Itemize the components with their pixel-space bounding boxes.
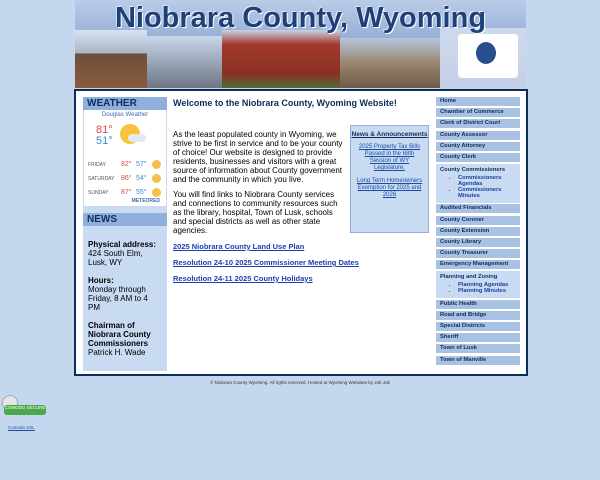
chairman-label: Chairman of Niobrara County Commissioners xyxy=(88,321,151,348)
nav-item-special-districts[interactable]: Special Districts xyxy=(436,322,520,332)
nav-group-commissioners xyxy=(436,164,520,203)
news-link-homeowners-exemption[interactable]: Long Term Homeowners Exemption for 2025 and 2026 xyxy=(356,178,423,198)
weather-heading: WEATHER xyxy=(83,97,167,110)
right-nav xyxy=(436,97,520,367)
forecast-row: FRIDAY 82° 57° xyxy=(88,160,164,170)
nav-item-clerk[interactable]: County Clerk xyxy=(436,153,520,163)
nav-item-commissioners[interactable]: County Commissioners xyxy=(440,167,506,174)
county-holidays-link[interactable]: Resolution 24-11 2025 County Holidays xyxy=(173,274,313,283)
intro-paragraph: You will find links to Niobrara County services and connections to community resources such as the library, hospital, Town of Lusk, schools and special districts as well as other state agencies. xyxy=(173,190,338,235)
nav-item-audited-financials[interactable]: Audited Financials xyxy=(436,204,520,214)
hours-label: Hours: xyxy=(88,276,114,285)
nav-item-attorney[interactable]: County Attorney xyxy=(436,142,520,152)
nav-item-district-court[interactable]: Clerk of District Court xyxy=(436,119,520,129)
ssl-badge-label: COMODO SECURE xyxy=(4,405,46,415)
water-tower-photo xyxy=(75,30,147,88)
today-high: 81° xyxy=(96,124,113,136)
nav-item-treasurer[interactable]: County Treasurer xyxy=(436,249,520,259)
weather-city[interactable]: Douglas Weather xyxy=(101,112,149,118)
site-title: Niobrara County, Wyoming xyxy=(114,2,487,34)
nav-item-town-manville[interactable]: Town of Manville xyxy=(436,356,520,366)
nav-item-extension[interactable]: County Extension xyxy=(436,227,520,237)
chairman-name: Patrick H. Wade xyxy=(88,348,146,357)
nav-item-planning[interactable]: Planning and Zoning xyxy=(440,274,498,281)
nav-sub-commissioners-minutes[interactable]: Commissioners Minutes xyxy=(458,187,502,200)
address-label: Physical address: xyxy=(88,240,157,249)
nav-item-assessor[interactable]: County Assessor xyxy=(436,131,520,141)
nav-item-home[interactable]: Home xyxy=(436,97,520,107)
courthouse-photo xyxy=(222,30,340,88)
footer-copyright: © Niobrara County Wyoming. All rights reserved. Hosted at Wyoming Websites by Job Job xyxy=(210,380,390,385)
nav-group-planning xyxy=(436,271,520,298)
weather-widget[interactable] xyxy=(84,110,166,206)
nav-sub-planning-minutes[interactable]: Planning Minutes xyxy=(458,288,506,295)
welcome-heading: Welcome to the Niobrara County, Wyoming Website! xyxy=(173,98,397,108)
main-content xyxy=(173,99,433,369)
nav-item-coroner[interactable]: County Coroner xyxy=(436,216,520,226)
today-low: 51° xyxy=(96,135,113,147)
intro-paragraph: As the least populated county in Wyoming, we strive to be first in service and to be your county of choice! Our website is designed to provide residents, businesses and visitors with a great source of information about County government and the community in which you live. xyxy=(173,130,343,184)
contact-info xyxy=(83,226,167,357)
ssl-badge[interactable] xyxy=(2,395,46,417)
meeting-dates-link[interactable]: Resolution 24-10 2025 Commissioner Meeting Dates xyxy=(173,258,359,267)
nav-item-sheriff[interactable]: Sheriff xyxy=(436,333,520,343)
nav-sub-commissioners-agendas[interactable]: Commissioners Agendas xyxy=(458,175,502,188)
news-heading: NEWS xyxy=(83,213,167,226)
forecast-row: SATURDAY 86° 54° xyxy=(88,174,164,184)
partly-cloudy-icon xyxy=(152,174,161,183)
news-link-tax-bills[interactable]: 2025 Property Tax Bills Passed in the 68th Session of WY Legislature. xyxy=(358,144,421,171)
rock-formation-photo xyxy=(340,38,440,88)
nav-item-town-lusk[interactable]: Town of Lusk xyxy=(436,344,520,354)
cloud-icon xyxy=(128,134,146,142)
comodo-ssl-link[interactable]: Comodo SSL xyxy=(8,425,35,430)
address-value: 424 South Elm, Lusk, WY xyxy=(88,249,143,267)
nav-item-public-health[interactable]: Public Health xyxy=(436,300,520,310)
news-announcements-title: News & Announcements xyxy=(351,131,428,138)
partly-cloudy-icon xyxy=(152,188,161,197)
nav-item-road-bridge[interactable]: Road and Bridge xyxy=(436,311,520,321)
land-use-plan-link[interactable]: 2025 Niobrara County Land Use Plan xyxy=(173,242,305,251)
nav-sub-planning-agendas[interactable]: Planning Agendas xyxy=(458,282,509,289)
partly-cloudy-icon xyxy=(152,160,161,169)
forecast-row: SUNDAY 87° 55° xyxy=(88,188,164,198)
nav-item-emergency[interactable]: Emergency Management xyxy=(436,260,520,270)
nav-item-chamber[interactable]: Chamber of Commerce xyxy=(436,108,520,118)
nav-item-library[interactable]: County Library xyxy=(436,238,520,248)
news-announcements-box xyxy=(350,125,429,233)
left-sidebar xyxy=(83,97,167,371)
meteored-logo[interactable]: METEORED xyxy=(131,198,160,204)
flag-bison-icon xyxy=(476,42,496,64)
hours-value: Monday through Friday, 8 AM to 4 PM xyxy=(88,285,148,312)
site-banner xyxy=(75,0,526,88)
wyoming-flag-photo xyxy=(440,28,526,88)
windmill-photo xyxy=(147,36,222,88)
main-frame xyxy=(74,89,528,376)
